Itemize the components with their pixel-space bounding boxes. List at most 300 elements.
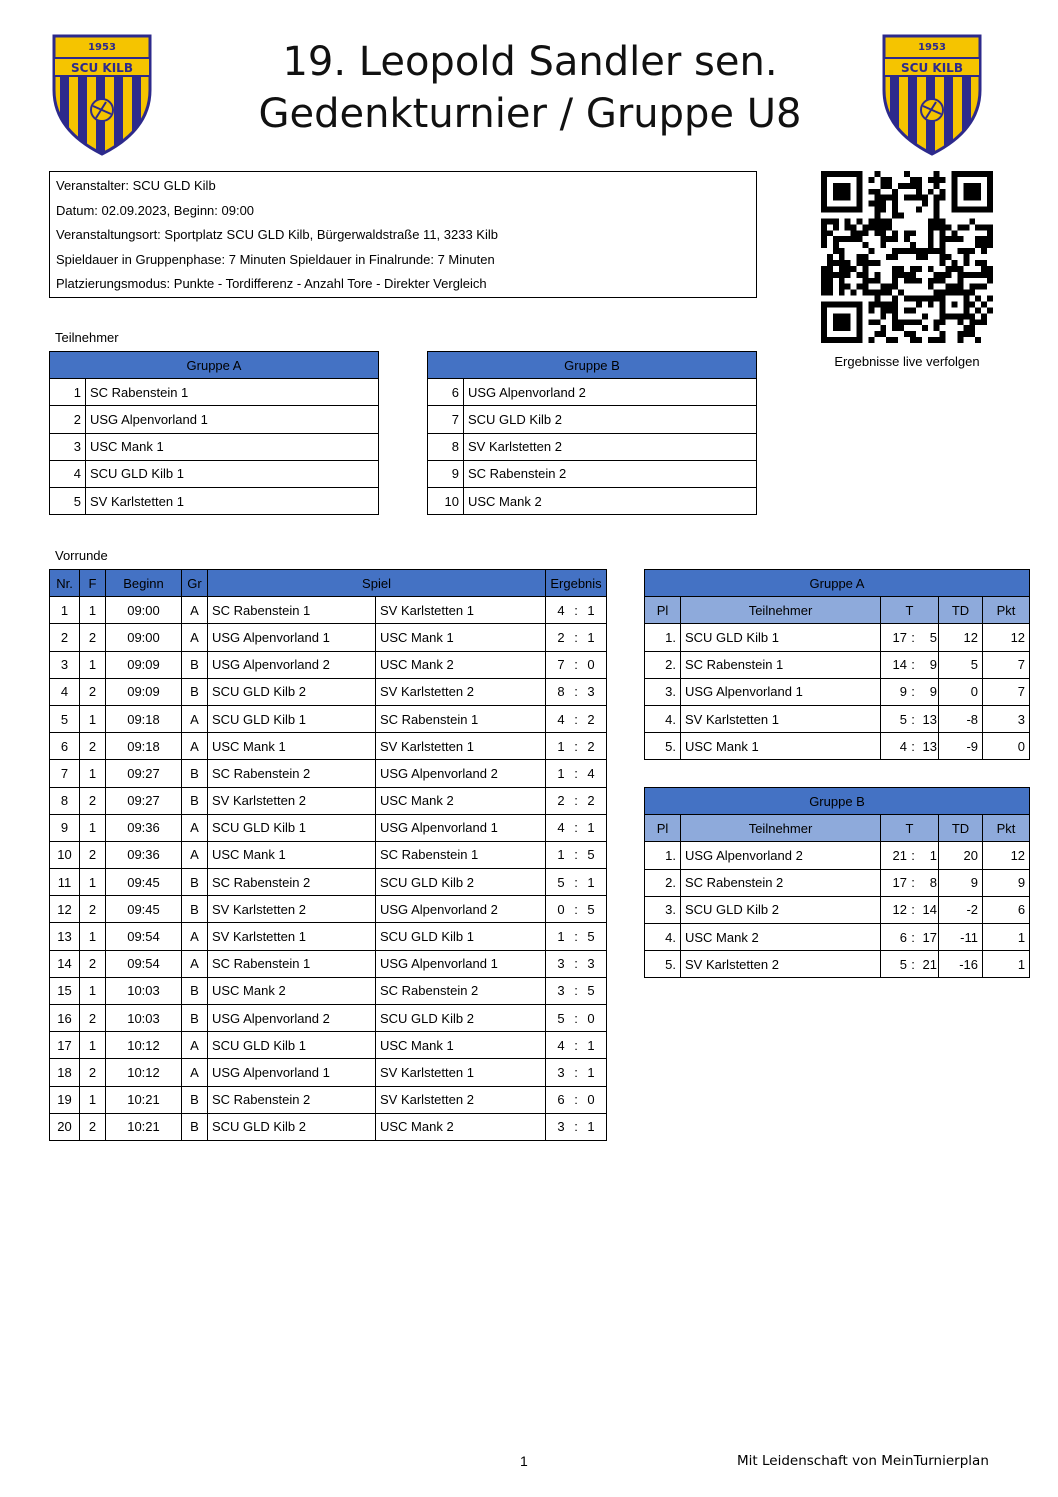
- match-time: 10:03: [106, 977, 182, 1004]
- standings-place: 3.: [645, 896, 681, 923]
- tournament-info-box: [49, 171, 757, 298]
- match-number: 19: [50, 1086, 80, 1113]
- match-time: 09:45: [106, 869, 182, 896]
- match-number: 20: [50, 1113, 80, 1140]
- participant-name: USG Alpenvorland 2: [464, 379, 757, 406]
- standings-team: SCU GLD Kilb 1: [681, 624, 881, 651]
- match-away-team: USG Alpenvorland 1: [376, 950, 546, 977]
- match-time: 09:27: [106, 787, 182, 814]
- match-row: [50, 923, 607, 950]
- match-group: B: [182, 896, 208, 923]
- group-b-header: Gruppe B: [428, 352, 757, 379]
- col-goals: T: [881, 597, 939, 624]
- match-row: [50, 1113, 607, 1140]
- score-separator: :: [574, 684, 578, 700]
- participant-number: 8: [428, 433, 464, 460]
- participant-number: 3: [50, 433, 86, 460]
- score-separator: :: [574, 1010, 578, 1026]
- score-separator: :: [574, 983, 578, 999]
- match-row: [50, 1059, 607, 1086]
- away-score: 1: [587, 602, 595, 618]
- participants-group-b-table: [427, 351, 757, 515]
- match-group: A: [182, 1032, 208, 1059]
- match-result: [546, 869, 607, 896]
- match-time: 09:00: [106, 597, 182, 624]
- col-place: Pl: [645, 815, 681, 842]
- match-home-team: SV Karlstetten 2: [208, 787, 376, 814]
- match-home-team: SV Karlstetten 1: [208, 923, 376, 950]
- goals-against: 8: [929, 875, 937, 891]
- standings-points: 1: [983, 951, 1030, 978]
- page-title: [170, 36, 890, 140]
- match-field: 2: [80, 787, 106, 814]
- participant-number: 6: [428, 379, 464, 406]
- standings-row: [645, 951, 1030, 978]
- score-separator: :: [574, 765, 578, 781]
- info-date: Datum: 02.09.2023, Beginn: 09:00: [56, 202, 255, 218]
- away-score: 5: [587, 929, 595, 945]
- goals-for: 21: [892, 847, 907, 863]
- goals-against: 9: [929, 684, 937, 700]
- match-number: 6: [50, 733, 80, 760]
- standings-team: USG Alpenvorland 1: [681, 678, 881, 705]
- participant-number: 7: [428, 406, 464, 433]
- match-field: 1: [80, 1086, 106, 1113]
- away-score: 1: [587, 874, 595, 890]
- goals-against: 9: [929, 657, 937, 673]
- match-field: 2: [80, 1005, 106, 1032]
- col-goals: T: [881, 815, 939, 842]
- match-away-team: USC Mank 1: [376, 624, 546, 651]
- match-field: 1: [80, 977, 106, 1004]
- participant-name: USC Mank 1: [86, 433, 379, 460]
- participant-number: 10: [428, 487, 464, 514]
- home-score: 5: [557, 874, 565, 890]
- match-away-team: SCU GLD Kilb 2: [376, 869, 546, 896]
- col-points: Pkt: [983, 597, 1030, 624]
- match-time: 10:12: [106, 1059, 182, 1086]
- match-away-team: SCU GLD Kilb 1: [376, 923, 546, 950]
- info-ranking-mode: Platzierungsmodus: Punkte - Tordifferenz - Anzahl Tore - Direkter Vergleich: [56, 276, 487, 291]
- match-home-team: SCU GLD Kilb 1: [208, 814, 376, 841]
- club-logo-left: [48, 30, 156, 158]
- standings-row: [645, 678, 1030, 705]
- standings-goals: [881, 678, 939, 705]
- qr-code[interactable]: [821, 171, 993, 343]
- away-score: 1: [587, 1119, 595, 1135]
- match-time: 10:03: [106, 1005, 182, 1032]
- match-number: 18: [50, 1059, 80, 1086]
- standings-place: 4.: [645, 705, 681, 732]
- score-separator: :: [574, 629, 578, 645]
- score-separator: :: [574, 738, 578, 754]
- match-result: [546, 1032, 607, 1059]
- away-score: 0: [587, 1010, 595, 1026]
- match-away-team: SV Karlstetten 1: [376, 1059, 546, 1086]
- match-result: [546, 733, 607, 760]
- match-row: [50, 651, 607, 678]
- match-home-team: SC Rabenstein 2: [208, 760, 376, 787]
- match-home-team: USG Alpenvorland 2: [208, 651, 376, 678]
- match-group: B: [182, 1086, 208, 1113]
- match-number: 4: [50, 678, 80, 705]
- match-row: [50, 678, 607, 705]
- standings-points: 6: [983, 896, 1030, 923]
- goals-for: 5: [899, 711, 907, 727]
- match-home-team: USG Alpenvorland 1: [208, 1059, 376, 1086]
- match-result: [546, 896, 607, 923]
- info-organizer: Veranstalter: SCU GLD Kilb: [56, 178, 216, 193]
- away-score: 5: [587, 901, 595, 917]
- goals-for: 14: [892, 657, 907, 673]
- logo-year: 1953: [88, 42, 116, 53]
- col-place: Pl: [645, 597, 681, 624]
- participant-name: SV Karlstetten 2: [464, 433, 757, 460]
- score-separator: :: [574, 874, 578, 890]
- participant-row: [50, 406, 379, 433]
- col-goal-diff: TD: [939, 597, 983, 624]
- match-number: 1: [50, 597, 80, 624]
- match-result: [546, 597, 607, 624]
- standings-goal-diff: -2: [939, 896, 983, 923]
- match-time: 10:12: [106, 1032, 182, 1059]
- match-result: [546, 1059, 607, 1086]
- standings-team: USG Alpenvorland 2: [681, 842, 881, 869]
- score-separator: :: [911, 875, 915, 891]
- participant-number: 1: [50, 379, 86, 406]
- match-field: 1: [80, 814, 106, 841]
- standings-points: 12: [983, 624, 1030, 651]
- participant-number: 5: [50, 487, 86, 514]
- standings-place: 3.: [645, 678, 681, 705]
- participant-number: 9: [428, 460, 464, 487]
- standings-team: SC Rabenstein 2: [681, 869, 881, 896]
- goals-for: 4: [899, 738, 907, 754]
- page-number: 1: [520, 1453, 528, 1469]
- match-row: [50, 705, 607, 732]
- participant-name: SC Rabenstein 2: [464, 460, 757, 487]
- match-away-team: USC Mank 1: [376, 1032, 546, 1059]
- match-field: 2: [80, 624, 106, 651]
- away-score: 5: [587, 847, 595, 863]
- col-points: Pkt: [983, 815, 1030, 842]
- info-venue: Veranstaltungsort: Sportplatz SCU GLD Kilb, Bürgerwaldstraße 11, 3233 Kilb: [56, 227, 498, 242]
- standings-goals: [881, 733, 939, 760]
- away-score: 1: [587, 820, 595, 836]
- info-duration: Spieldauer in Gruppenphase: 7 Minuten Spieldauer in Finalrunde: 7 Minuten: [56, 251, 495, 267]
- match-away-team: SV Karlstetten 2: [376, 1086, 546, 1113]
- participant-row: [428, 433, 757, 460]
- participants-group-a-table: [49, 351, 379, 515]
- match-away-team: USC Mank 2: [376, 651, 546, 678]
- participants-label: Teilnehmer: [55, 330, 119, 345]
- match-home-team: USC Mank 1: [208, 733, 376, 760]
- standings-goals: [881, 651, 939, 678]
- score-separator: :: [911, 738, 915, 754]
- match-result: [546, 814, 607, 841]
- standings-row: [645, 869, 1030, 896]
- match-field: 2: [80, 1059, 106, 1086]
- club-logo-right: [878, 30, 986, 158]
- participant-row: [50, 379, 379, 406]
- match-row: [50, 977, 607, 1004]
- standings-group-b-title: Gruppe B: [645, 788, 1030, 815]
- match-field: 1: [80, 651, 106, 678]
- standings-team: SC Rabenstein 1: [681, 651, 881, 678]
- participant-name: USG Alpenvorland 1: [86, 406, 379, 433]
- match-away-team: SC Rabenstein 2: [376, 977, 546, 1004]
- logo-name: SCU KILB: [71, 61, 133, 75]
- standings-points: 9: [983, 869, 1030, 896]
- match-away-team: SCU GLD Kilb 2: [376, 1005, 546, 1032]
- goals-for: 12: [892, 902, 907, 918]
- match-result: [546, 950, 607, 977]
- home-score: 1: [557, 929, 565, 945]
- participant-name: SV Karlstetten 1: [86, 487, 379, 514]
- match-number: 7: [50, 760, 80, 787]
- match-result: [546, 841, 607, 868]
- col-team: Teilnehmer: [681, 815, 881, 842]
- match-home-team: SC Rabenstein 2: [208, 869, 376, 896]
- goals-for: 17: [892, 629, 907, 645]
- score-separator: :: [574, 1064, 578, 1080]
- home-score: 3: [557, 1064, 565, 1080]
- standings-goals: [881, 869, 939, 896]
- match-away-team: USC Mank 2: [376, 1113, 546, 1140]
- match-row: [50, 760, 607, 787]
- match-home-team: USC Mank 2: [208, 977, 376, 1004]
- standings-row: [645, 842, 1030, 869]
- match-time: 09:36: [106, 841, 182, 868]
- standings-goals: [881, 842, 939, 869]
- match-home-team: SCU GLD Kilb 1: [208, 1032, 376, 1059]
- match-result: [546, 1113, 607, 1140]
- match-home-team: SC Rabenstein 2: [208, 1086, 376, 1113]
- match-time: 09:45: [106, 896, 182, 923]
- goals-for: 6: [899, 929, 907, 945]
- match-field: 2: [80, 678, 106, 705]
- match-group: B: [182, 651, 208, 678]
- match-result: [546, 1086, 607, 1113]
- match-group: A: [182, 950, 208, 977]
- match-row: [50, 896, 607, 923]
- away-score: 3: [587, 956, 595, 972]
- score-separator: :: [574, 1037, 578, 1053]
- standings-goals: [881, 923, 939, 950]
- group-a-header: Gruppe A: [50, 352, 379, 379]
- vorrunde-label: Vorrunde: [55, 548, 108, 563]
- match-time: 10:21: [106, 1086, 182, 1113]
- goals-against: 13: [922, 738, 937, 754]
- standings-goal-diff: -11: [939, 923, 983, 950]
- goals-for: 9: [899, 684, 907, 700]
- match-number: 10: [50, 841, 80, 868]
- standings-team: SCU GLD Kilb 2: [681, 896, 881, 923]
- participant-row: [428, 487, 757, 514]
- match-away-team: USG Alpenvorland 2: [376, 896, 546, 923]
- score-separator: :: [574, 901, 578, 917]
- match-number: 14: [50, 950, 80, 977]
- match-result: [546, 977, 607, 1004]
- match-away-team: SV Karlstetten 1: [376, 733, 546, 760]
- standings-points: 7: [983, 678, 1030, 705]
- match-result: [546, 624, 607, 651]
- away-score: 4: [587, 765, 595, 781]
- standings-group-a-table: [644, 569, 1030, 760]
- standings-goal-diff: -9: [939, 733, 983, 760]
- standings-goal-diff: 5: [939, 651, 983, 678]
- match-row: [50, 624, 607, 651]
- match-time: 09:09: [106, 678, 182, 705]
- title-line-1: 19. Leopold Sandler sen.: [282, 39, 778, 85]
- standings-goal-diff: 9: [939, 869, 983, 896]
- match-field: 2: [80, 733, 106, 760]
- standings-group-b-table: [644, 787, 1030, 978]
- title-line-2: Gedenkturnier / Gruppe U8: [258, 91, 802, 137]
- score-separator: :: [574, 1092, 578, 1108]
- match-field: 1: [80, 923, 106, 950]
- participant-name: SCU GLD Kilb 1: [86, 460, 379, 487]
- match-field: 2: [80, 841, 106, 868]
- standings-team: SV Karlstetten 2: [681, 951, 881, 978]
- standings-place: 2.: [645, 651, 681, 678]
- participant-row: [428, 460, 757, 487]
- match-time: 09:54: [106, 923, 182, 950]
- away-score: 1: [587, 629, 595, 645]
- participant-row: [428, 379, 757, 406]
- goals-against: 21: [922, 956, 937, 972]
- home-score: 1: [557, 765, 565, 781]
- away-score: 2: [587, 793, 595, 809]
- match-home-team: SC Rabenstein 1: [208, 950, 376, 977]
- score-separator: :: [911, 629, 915, 645]
- home-score: 3: [557, 983, 565, 999]
- participant-row: [50, 460, 379, 487]
- standings-place: 1.: [645, 842, 681, 869]
- participant-name: SCU GLD Kilb 2: [464, 406, 757, 433]
- away-score: 5: [587, 983, 595, 999]
- match-result: [546, 678, 607, 705]
- match-away-team: USG Alpenvorland 1: [376, 814, 546, 841]
- match-time: 09:36: [106, 814, 182, 841]
- participant-name: SC Rabenstein 1: [86, 379, 379, 406]
- standings-place: 5.: [645, 733, 681, 760]
- home-score: 8: [557, 684, 565, 700]
- participant-name: USC Mank 2: [464, 487, 757, 514]
- participant-row: [428, 406, 757, 433]
- match-time: 09:18: [106, 705, 182, 732]
- match-field: 2: [80, 1113, 106, 1140]
- match-row: [50, 597, 607, 624]
- away-score: 1: [587, 1037, 595, 1053]
- home-score: 7: [557, 657, 565, 673]
- standings-goal-diff: 12: [939, 624, 983, 651]
- match-number: 13: [50, 923, 80, 950]
- standings-goal-diff: -16: [939, 951, 983, 978]
- col-nr: Nr.: [50, 570, 80, 597]
- home-score: 1: [557, 738, 565, 754]
- standings-goals: [881, 896, 939, 923]
- standings-points: 0: [983, 733, 1030, 760]
- score-separator: :: [911, 847, 915, 863]
- standings-row: [645, 733, 1030, 760]
- col-team: Teilnehmer: [681, 597, 881, 624]
- col-group: Gr: [182, 570, 208, 597]
- standings-goal-diff: -8: [939, 705, 983, 732]
- match-group: A: [182, 705, 208, 732]
- standings-team: USC Mank 1: [681, 733, 881, 760]
- match-number: 15: [50, 977, 80, 1004]
- match-group: B: [182, 869, 208, 896]
- match-field: 1: [80, 869, 106, 896]
- match-group: A: [182, 624, 208, 651]
- standings-points: 1: [983, 923, 1030, 950]
- logo-year: 1953: [918, 42, 946, 53]
- match-away-team: SC Rabenstein 1: [376, 841, 546, 868]
- match-result: [546, 760, 607, 787]
- participant-number: 2: [50, 406, 86, 433]
- participant-row: [50, 487, 379, 514]
- match-time: 09:27: [106, 760, 182, 787]
- match-away-team: SV Karlstetten 1: [376, 597, 546, 624]
- match-group: B: [182, 678, 208, 705]
- match-row: [50, 950, 607, 977]
- score-separator: :: [911, 711, 915, 727]
- standings-place: 2.: [645, 869, 681, 896]
- match-away-team: SV Karlstetten 2: [376, 678, 546, 705]
- score-separator: :: [574, 793, 578, 809]
- score-separator: :: [911, 929, 915, 945]
- home-score: 4: [557, 820, 565, 836]
- col-field: F: [80, 570, 106, 597]
- match-time: 09:18: [106, 733, 182, 760]
- standings-place: 1.: [645, 624, 681, 651]
- match-field: 1: [80, 760, 106, 787]
- goals-for: 17: [892, 875, 907, 891]
- match-group: A: [182, 923, 208, 950]
- match-number: 16: [50, 1005, 80, 1032]
- standings-goals: [881, 705, 939, 732]
- score-separator: :: [574, 657, 578, 673]
- match-result: [546, 787, 607, 814]
- away-score: 2: [587, 738, 595, 754]
- standings-row: [645, 896, 1030, 923]
- match-time: 09:54: [106, 950, 182, 977]
- match-row: [50, 787, 607, 814]
- match-home-team: SCU GLD Kilb 2: [208, 678, 376, 705]
- standings-row: [645, 705, 1030, 732]
- match-group: A: [182, 814, 208, 841]
- score-separator: :: [911, 956, 915, 972]
- standings-row: [645, 651, 1030, 678]
- participant-row: [50, 433, 379, 460]
- home-score: 1: [557, 847, 565, 863]
- qr-caption: Ergebnisse live verfolgen: [834, 354, 980, 369]
- standings-goals: [881, 951, 939, 978]
- col-goal-diff: TD: [939, 815, 983, 842]
- score-separator: :: [574, 820, 578, 836]
- goals-against: 14: [922, 902, 937, 918]
- score-separator: :: [574, 1119, 578, 1135]
- match-number: 2: [50, 624, 80, 651]
- score-separator: :: [574, 929, 578, 945]
- match-row: [50, 1005, 607, 1032]
- away-score: 0: [587, 1092, 595, 1108]
- match-group: A: [182, 733, 208, 760]
- match-home-team: SCU GLD Kilb 2: [208, 1113, 376, 1140]
- match-group: A: [182, 841, 208, 868]
- match-number: 12: [50, 896, 80, 923]
